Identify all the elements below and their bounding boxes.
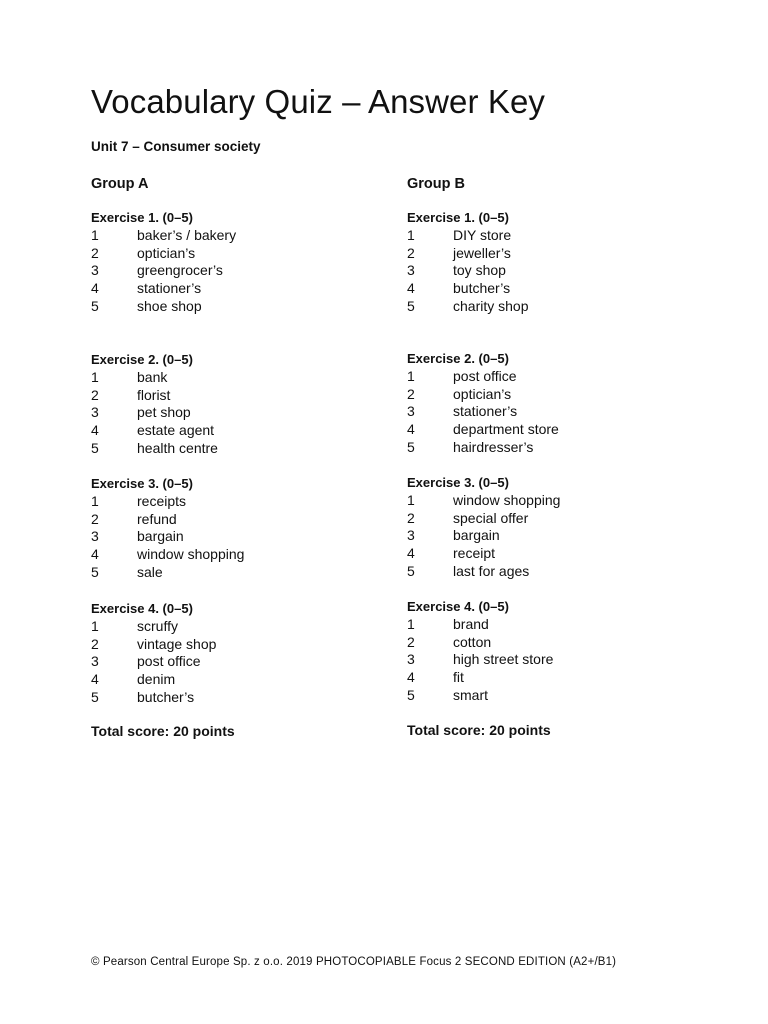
group-a-column xyxy=(91,174,391,739)
total-score: Total score: 20 points xyxy=(91,723,235,739)
answer-row xyxy=(91,511,391,529)
answer-row xyxy=(407,545,707,563)
answer-row xyxy=(91,422,391,440)
answer-number: 4 xyxy=(91,546,99,563)
answer-text: stationer’s xyxy=(453,403,518,420)
answer-row xyxy=(91,298,391,316)
answer-row xyxy=(407,492,707,510)
answer-number: 1 xyxy=(91,227,99,243)
answer-number: 5 xyxy=(91,563,99,580)
answer-row xyxy=(407,651,707,669)
exercise-block xyxy=(407,598,707,704)
answer-number: 3 xyxy=(407,403,415,420)
answer-text: florist xyxy=(137,386,171,403)
answer-row xyxy=(407,403,707,421)
answer-number: 1 xyxy=(91,493,99,509)
answer-number: 3 xyxy=(407,527,415,544)
answer-row xyxy=(407,510,707,528)
answer-row xyxy=(407,280,707,298)
answer-row xyxy=(407,616,707,634)
answer-row xyxy=(407,669,707,687)
answer-text: refund xyxy=(137,510,177,527)
answer-row xyxy=(407,439,707,457)
answer-row xyxy=(407,298,707,316)
answer-number: 2 xyxy=(91,386,99,403)
answer-number: 4 xyxy=(407,421,415,438)
answer-number: 5 xyxy=(407,686,415,703)
answer-text: greengrocer’s xyxy=(137,262,223,279)
answer-number: 3 xyxy=(407,651,415,668)
answer-text: department store xyxy=(453,421,559,438)
answer-number: 2 xyxy=(91,244,99,261)
answer-row xyxy=(407,245,707,263)
answer-row xyxy=(407,368,707,386)
answer-number: 1 xyxy=(407,616,415,632)
answer-row xyxy=(407,634,707,652)
answer-row xyxy=(407,262,707,280)
answer-row xyxy=(91,546,391,564)
answer-text: pet shop xyxy=(137,404,191,421)
exercise-title: Exercise 3. (0–5) xyxy=(91,476,193,491)
answer-number: 4 xyxy=(91,280,99,297)
answer-number: 2 xyxy=(407,509,415,526)
total-score: Total score: 20 points xyxy=(407,722,551,738)
answer-number: 2 xyxy=(407,244,415,261)
answer-row xyxy=(91,227,391,245)
answer-row xyxy=(91,653,391,671)
answer-number: 2 xyxy=(407,385,415,402)
group-b-column xyxy=(407,174,707,738)
answer-text: toy shop xyxy=(453,262,506,279)
answer-number: 4 xyxy=(407,669,415,686)
answer-text: jeweller’s xyxy=(453,244,511,261)
answer-text: denim xyxy=(137,671,176,688)
answer-text: health centre xyxy=(137,439,218,456)
exercise-block xyxy=(91,475,391,581)
answer-text: estate agent xyxy=(137,422,215,439)
answer-text: butcher’s xyxy=(137,688,195,705)
answer-text: window shopping xyxy=(137,546,245,563)
answer-text: vintage shop xyxy=(137,635,217,652)
answer-number: 5 xyxy=(407,297,415,314)
answer-text: baker’s / bakery xyxy=(137,227,237,243)
answer-row xyxy=(91,636,391,654)
answer-text: bargain xyxy=(137,528,184,545)
answer-row xyxy=(407,227,707,245)
answer-row xyxy=(91,564,391,582)
answer-number: 5 xyxy=(91,439,99,456)
exercise-title: Exercise 3. (0–5) xyxy=(407,475,509,490)
answer-number: 5 xyxy=(91,297,99,314)
exercise-block xyxy=(407,474,707,580)
answer-number: 2 xyxy=(407,633,415,650)
answer-number: 3 xyxy=(407,262,415,279)
answer-text: bank xyxy=(137,369,168,385)
answer-row xyxy=(91,440,391,458)
answer-number: 3 xyxy=(91,653,99,670)
answer-number: 4 xyxy=(91,671,99,688)
answer-number: 4 xyxy=(91,422,99,439)
answer-text: smart xyxy=(453,686,488,703)
answer-text: receipts xyxy=(137,493,187,509)
exercise-block xyxy=(407,350,707,456)
answer-text: last for ages xyxy=(453,562,530,579)
page-title: Vocabulary Quiz – Answer Key xyxy=(91,83,546,120)
answer-row xyxy=(91,387,391,405)
answer-text: post office xyxy=(137,653,201,670)
answer-row xyxy=(91,528,391,546)
answer-number: 5 xyxy=(407,562,415,579)
answer-text: shoe shop xyxy=(137,297,202,314)
answer-row xyxy=(91,618,391,636)
answer-text: DIY store xyxy=(453,227,512,243)
answer-text: receipt xyxy=(453,545,496,562)
answer-row xyxy=(91,404,391,422)
answer-number: 2 xyxy=(91,635,99,652)
answer-row xyxy=(91,689,391,707)
answer-text: fit xyxy=(453,669,464,686)
answer-number: 1 xyxy=(91,369,99,385)
exercise-block xyxy=(91,351,391,457)
answer-number: 5 xyxy=(91,688,99,705)
answer-number: 1 xyxy=(91,618,99,634)
answer-number: 4 xyxy=(407,545,415,562)
answer-row xyxy=(91,262,391,280)
answer-number: 1 xyxy=(407,368,415,384)
answer-row xyxy=(91,369,391,387)
answer-number: 5 xyxy=(407,438,415,455)
answer-number: 1 xyxy=(407,492,415,508)
answer-row xyxy=(91,245,391,263)
exercise-title: Exercise 1. (0–5) xyxy=(91,210,193,225)
answer-row xyxy=(407,386,707,404)
answer-row xyxy=(91,671,391,689)
exercise-title: Exercise 2. (0–5) xyxy=(407,351,509,366)
answer-number: 1 xyxy=(407,227,415,243)
unit-heading: Unit 7 – Consumer society xyxy=(91,139,261,154)
answer-text: scruffy xyxy=(137,618,178,634)
group-title: Group A xyxy=(91,176,149,192)
exercise-block xyxy=(407,209,707,315)
answer-number: 3 xyxy=(91,404,99,421)
exercise-block xyxy=(91,209,391,315)
answer-row xyxy=(407,421,707,439)
exercise-title: Exercise 2. (0–5) xyxy=(91,352,193,367)
answer-text: hairdresser’s xyxy=(453,438,534,455)
answer-row xyxy=(407,527,707,545)
exercise-title: Exercise 1. (0–5) xyxy=(407,210,509,225)
answer-text: special offer xyxy=(453,509,529,526)
answer-text: brand xyxy=(453,616,489,632)
answer-text: bargain xyxy=(453,527,500,544)
answer-row xyxy=(407,687,707,705)
answer-number: 3 xyxy=(91,262,99,279)
answer-text: stationer’s xyxy=(137,280,202,297)
answer-row xyxy=(91,280,391,298)
answer-text: butcher’s xyxy=(453,280,511,297)
answer-number: 2 xyxy=(91,510,99,527)
answer-number: 4 xyxy=(407,280,415,297)
answer-text: optician’s xyxy=(137,244,196,261)
answer-row xyxy=(407,563,707,581)
answer-text: post office xyxy=(453,368,517,384)
answer-text: window shopping xyxy=(453,492,561,508)
exercise-title: Exercise 4. (0–5) xyxy=(91,601,193,616)
answer-text: sale xyxy=(137,563,163,580)
answer-text: charity shop xyxy=(453,297,529,314)
copyright-footer: © Pearson Central Europe Sp. z o.o. 2019 PHOTOCOPIABLE Focus 2 SECOND EDITION (A2+/B1) xyxy=(91,956,617,968)
answer-text: optician’s xyxy=(453,385,512,402)
answer-number: 3 xyxy=(91,528,99,545)
exercise-title: Exercise 4. (0–5) xyxy=(407,599,509,614)
group-title: Group B xyxy=(407,176,465,192)
answer-row xyxy=(91,493,391,511)
answer-text: high street store xyxy=(453,651,554,668)
answer-text: cotton xyxy=(453,633,492,650)
exercise-block xyxy=(91,600,391,706)
